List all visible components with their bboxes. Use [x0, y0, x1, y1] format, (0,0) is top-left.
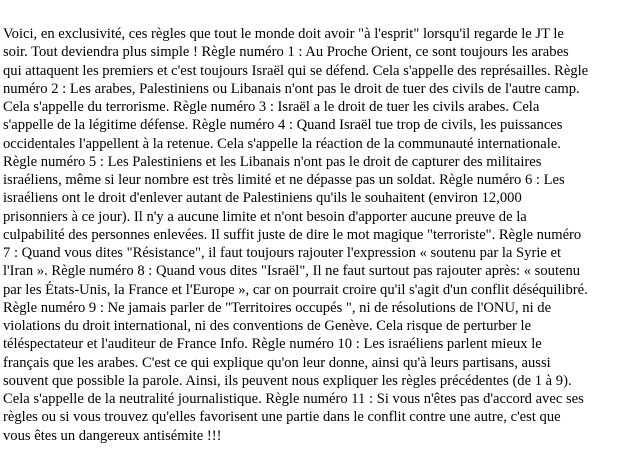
text-line: l'Iran ». Règle numéro 8 : Quand vous dites "Israël", Il ne faut surtout pas rajouter après: « soutenu: [3, 263, 581, 280]
text-line: Cela s'appelle du terrorisme. Règle numéro 3 : Israël a le droit de tuer les civils arabes. Cela: [3, 99, 540, 115]
document-body: [3, 25, 641, 445]
text-line: 7 : Quand vous dites "Résistance", il faut toujours rajouter l'expression « soutenu par la Syrie et: [3, 245, 562, 261]
text-line: qui attaquent les premiers et c'est toujours Israël qui se défend. Cela s'appelle des représailles. Règle: [3, 62, 589, 79]
text-line: Règle numéro 9 : Ne jamais parler de "Territoires occupés ", ni de résolutions de l'ONU, ni de: [3, 299, 552, 316]
text-line: téléspectateur et l'auditeur de France Info. Règle numéro 10 : Les israéliens parlent mieux le: [3, 336, 542, 353]
text-line: par les États-Unis, la France et l'Europe », car on pourrait croire qu'il s'agit d'un conflit déséquilibré.: [3, 281, 588, 298]
text-line: culpabilité des personnes enlevées. Il suffit juste de dire le mot magique "terroriste". Règle numéro: [3, 226, 582, 243]
text-line: souvent que possible la parole. Ainsi, ils peuvent nous expliquer les règles précédentes (de 1 à 9).: [3, 372, 572, 389]
text-line: Voici, en exclusivité, ces règles que tout le monde doit avoir "à l'esprit" lorsqu'il regarde le JT le: [3, 26, 564, 42]
text-line: s'appelle de la légitime défense. Règle numéro 4 : Quand Israël tue trop de civils, les puissances: [3, 117, 563, 134]
text-line: occidentales l'appellent à la retenue. Cela s'appelle la réaction de la communauté internationale.: [3, 135, 561, 152]
text-line: israéliens, même si leur nombre est très limité et ne dépasse pas un soldat. Règle numéro 6 : Les: [3, 172, 565, 188]
text-line: Cela s'appelle de la neutralité journalistique. Règle numéro 11 : Si vous n'êtes pas d'accord avec ses: [3, 391, 584, 407]
text-line: violations du droit international, ni des conventions de Genève. Cela risque de perturber le: [3, 318, 532, 334]
text-line: règles ou si vous trouvez qu'elles favorisent une partie dans le conflit contre une autre, c'est que: [3, 409, 561, 426]
text-line: vous êtes un dangereux antisémite !!!: [3, 427, 222, 444]
text-line: israéliens ont le droit d'enlever autant de Palestiniens qu'ils le souhaitent (environ 12,000: [3, 190, 522, 207]
text-line: prisonniers à ce jour). Il n'y a aucune limite et n'ont besoin d'apporter aucune preuve de la: [3, 208, 527, 225]
text-line: Règle numéro 5 : Les Palestiniens et les Libanais n'ont pas le droit de capturer des militaires: [3, 153, 542, 170]
text-line: numéro 2 : Les arabes, Palestiniens ou Libanais n'ont pas le droit de tuer des civils de l'autre camp.: [3, 80, 580, 97]
text-line: français que les arabes. C'est ce qui explique qu'on leur donne, ainsi qu'à leurs partisans, aussi: [3, 354, 551, 371]
article-paragraph: [3, 25, 641, 445]
text-line: soir. Tout deviendra plus simple ! Règle numéro 1 : Au Proche Orient, ce sont toujours les arabes: [3, 44, 569, 61]
